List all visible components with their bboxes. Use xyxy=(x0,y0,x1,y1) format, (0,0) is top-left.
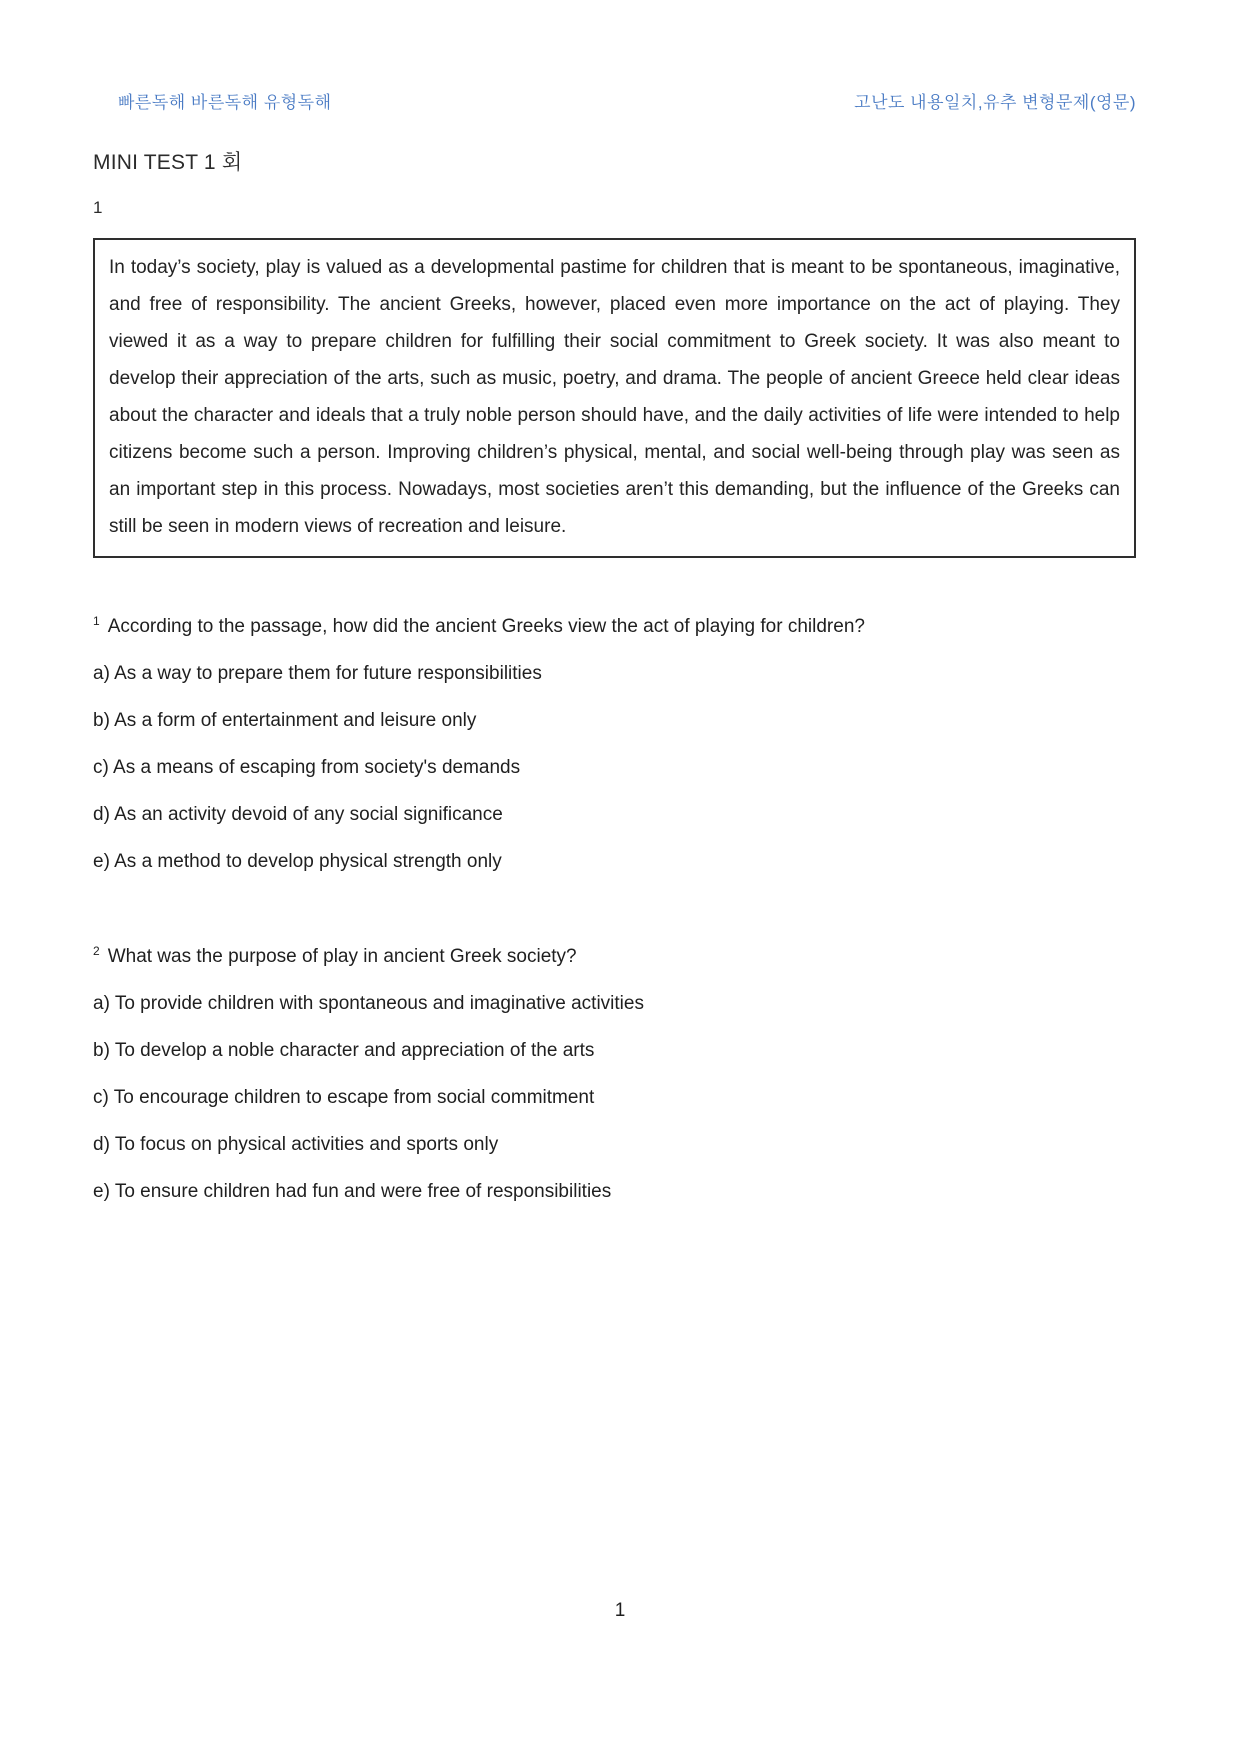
question-1-options xyxy=(93,650,1136,885)
document-page xyxy=(93,0,1136,1215)
reading-passage-text: In today’s society, play is valued as a developmental pastime for children that is meant to be spontaneous, imaginative, and free of responsibility. The ancient Greeks, however, placed even more importance on the act of playing. They viewed it as a way to prepare children for fulfilling their social commitment to Greek society. It was also meant to develop their appreciation of the arts, such as music, poetry, and drama. The people of ancient Greece held clear ideas about the character and ideals that a truly noble person should have, and the daily activities of life were intended to help citizens become such a person. Improving children’s physical, mental, and social well-being through play was seen as an important step in this process. Nowadays, most societies aren’t this demanding, but the influence of the Greeks can still be seen in modern views of recreation and leisure. xyxy=(109,257,1120,537)
page-number-footer: 1 xyxy=(614,1600,626,1621)
question-1-option-d: d) As an activity devoid of any social significance xyxy=(93,804,503,825)
question-1-option-e: e) As a method to develop physical strength only xyxy=(93,851,502,872)
reading-passage-box xyxy=(93,238,1136,558)
question-1 xyxy=(93,603,1136,885)
question-1-stem-text: According to the passage, how did the ancient Greeks view the act of playing for children? xyxy=(107,616,865,637)
question-2-options xyxy=(93,980,1136,1215)
question-2-option-c: c) To encourage children to escape from social commitment xyxy=(93,1087,595,1108)
question-2-option-d: d) To focus on physical activities and sports only xyxy=(93,1134,499,1155)
page-header xyxy=(93,0,1136,113)
question-1-option-a: a) As a way to prepare them for future responsibilities xyxy=(93,663,542,684)
question-2-option-b: b) To develop a noble character and appreciation of the arts xyxy=(93,1040,595,1061)
question-2-stem-text: What was the purpose of play in ancient Greek society? xyxy=(107,946,577,967)
question-2-option-a: a) To provide children with spontaneous and imaginative activities xyxy=(93,993,644,1014)
question-1-number: 1 xyxy=(93,613,100,628)
test-title: MINI TEST 1 회 xyxy=(93,151,243,174)
question-1-option-c: c) As a means of escaping from society's demands xyxy=(93,757,521,778)
question-2 xyxy=(93,933,1136,1215)
question-1-stem xyxy=(93,603,1136,650)
question-2-number: 2 xyxy=(93,943,100,958)
header-book-title: 빠른독해 바른독해 유형독해 xyxy=(118,93,332,112)
question-2-option-e: e) To ensure children had fun and were free of responsibilities xyxy=(93,1181,612,1202)
passage-number: 1 xyxy=(93,198,103,217)
header-document-type: 고난도 내용일치,유추 변형문제(영문) xyxy=(854,93,1136,112)
question-1-option-b: b) As a form of entertainment and leisure only xyxy=(93,710,477,731)
question-2-stem xyxy=(93,933,1136,980)
